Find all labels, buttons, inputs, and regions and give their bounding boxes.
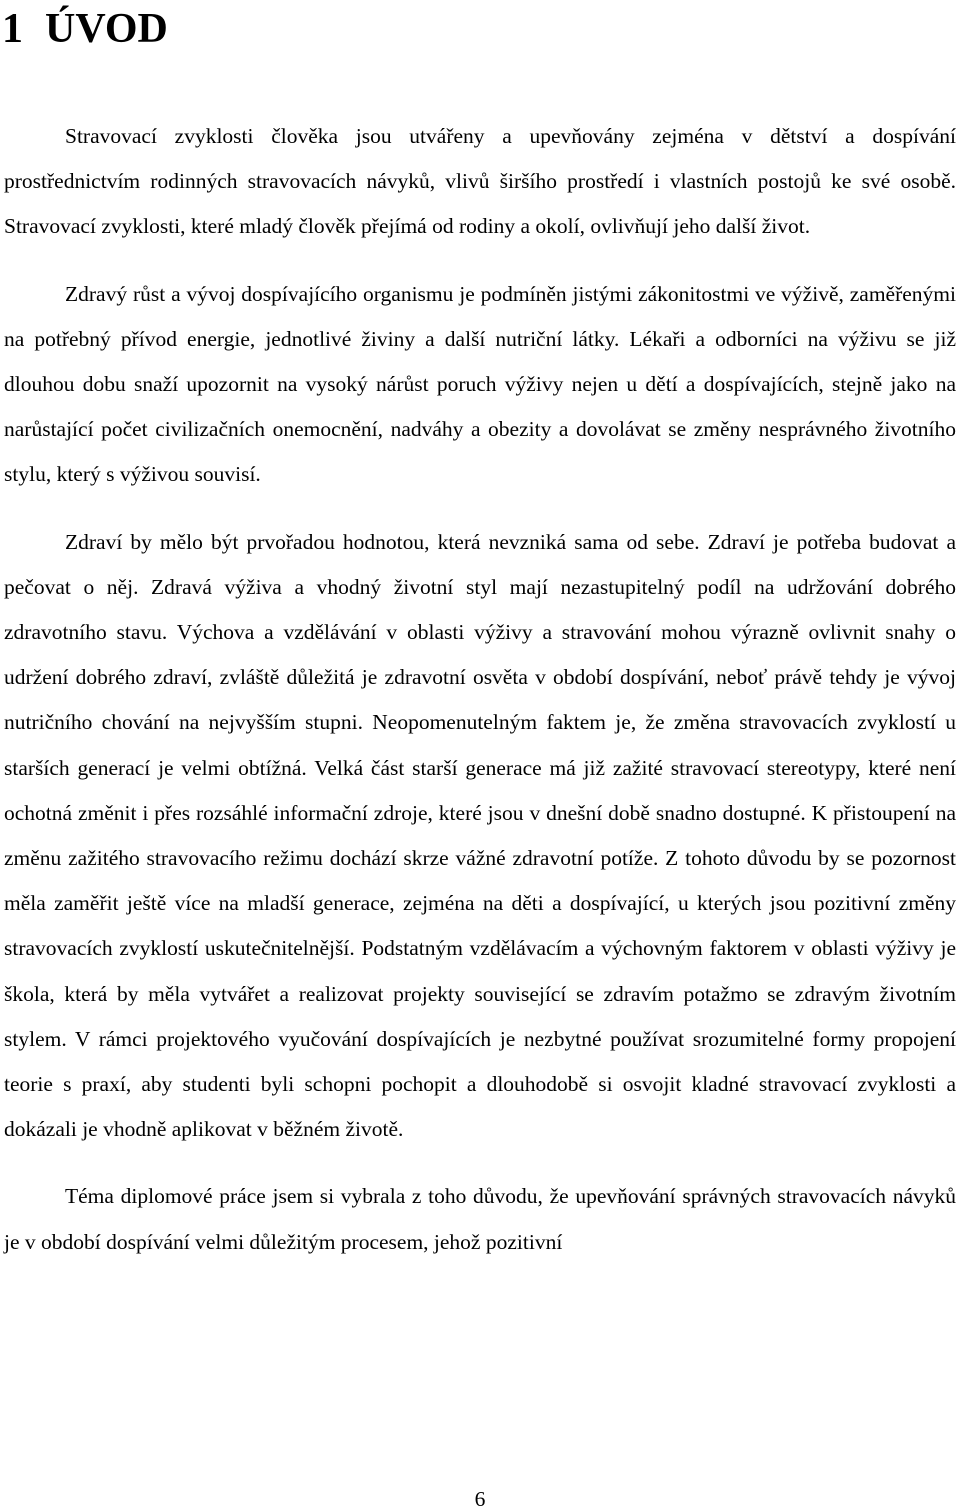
- paragraph: Zdravý růst a vývoj dospívajícího organismu je podmíněn jistými zákonitostmi ve výživě, zaměřenými na potřebný přívod energie, jednotlivé živiny a další nutriční látky. Lékaři a odborníci na výživu se již dlouhou dobu snaží upozornit na vysoký nárůst poruch výživy nejen u dětí a dospívajících, stejně jako na narůstající počet civilizačních onemocnění, nadváhy a obezity a dovolávat se změny nesprávného životního stylu, který s výživou souvisí.: [4, 281, 956, 487]
- chapter-title: ÚVOD: [45, 6, 168, 52]
- chapter-body: [4, 114, 956, 1265]
- paragraph: Téma diplomové práce jsem si vybrala z toho důvodu, že upevňování správných stravovacích návyků je v období dospívání velmi důležitým procesem, jehož pozitivní: [4, 1184, 956, 1254]
- chapter-heading: [2, 4, 168, 54]
- paragraph: Stravovací zvyklosti člověka jsou utvářeny a upevňovány zejména v dětství a dospívání prostřednictvím rodinných stravovacích návyků, vlivů širšího prostředí i vlastních postojů ke své osobě. Stravovací zvyklosti, které mladý člověk přejímá od rodiny a okolí, ovlivňují jeho další život.: [4, 124, 956, 239]
- chapter-number: 1: [2, 6, 23, 52]
- page-number: 6: [474, 1487, 486, 1511]
- paragraph: Zdraví by mělo být prvořadou hodnotou, která nevzniká sama od sebe. Zdraví je potřeba budovat a pečovat o něj. Zdravá výživa a vhodný životní styl mají nezastupitelný podíl na udržování dobrého zdravotního stavu. Výchova a vzdělávání v oblasti výživy a stravování mohou výrazně ovlivnit snahy o udržení dobrého zdraví, zvláště důležitá je zdravotní osvěta v období dospívání, neboť právě tehdy je vývoj nutričního chování na nejvyšším stupni. Neopomenutelným faktem je, že změna stravovacích zvyklostí u starších generací je velmi obtížná. Velká část starší generace má již zažité stravovací stereotypy, které není ochotná změnit i přes rozsáhlé informační zdroje, které jsou v dnešní době snadno dostupné. K přistoupení na změnu zažitého stravovacího režimu dochází skrze vážné zdravotní potíže. Z tohoto důvodu by se pozornost měla zaměřit ještě více na mladší generace, zejména na děti a dospívající, u kterých jsou pozitivní změny stravovacích zvyklostí uskutečnitelnější. Podstatným vzdělávacím a výchovným faktorem v oblasti výživy je škola, která by měla vytvářet a realizovat projekty související se zdravím potažmo se zdravým životním stylem. V rámci projektového vyučování dospívajících je nezbytné používat srozumitelné formy propojení teorie s praxí, aby studenti byli schopni pochopit a dlouhodobě si osvojit kladné stravovací zvyklosti a dokázali je vhodně aplikovat v běžném životě.: [4, 529, 956, 1142]
